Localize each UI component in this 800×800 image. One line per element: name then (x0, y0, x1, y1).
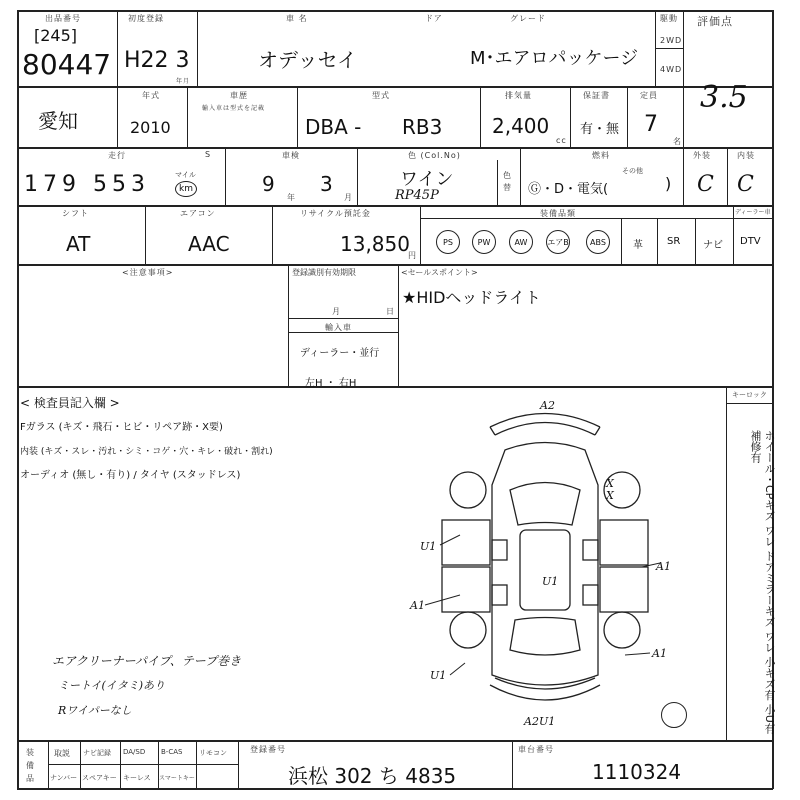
reg-expiry-label: 登録識別有効期限 (292, 268, 356, 277)
mark-a2u1-rear: A2U1 (524, 715, 556, 728)
drive-label: 駆動 (660, 14, 678, 23)
model-label: 型式 (372, 91, 390, 100)
mark-u1-rear-left: U1 (430, 669, 447, 682)
acc-navi-record: ナビ記録 (83, 749, 111, 757)
equip-dtv: DTV (740, 236, 761, 247)
inspector-audio: オーディオ (無し・有り) / タイヤ (スタッドレス) (20, 470, 241, 481)
displacement-label: 排気量 (505, 91, 532, 100)
keylock-circle (661, 702, 687, 728)
inspector-interior: 内装 (キズ・スレ・汚れ・シミ・コゲ・穴・キレ・破れ・割れ) (20, 447, 273, 457)
mileage-label: 走行 (108, 151, 126, 160)
mark-x-1: X (606, 477, 614, 490)
ac: AAC (188, 232, 230, 256)
warranty-label: 保証書 (583, 91, 610, 100)
first-registration: H22 3 (124, 48, 190, 73)
mileage-unit-km: km (175, 181, 197, 197)
seats: 7 (644, 112, 658, 137)
acc-bcas: B-CAS (161, 748, 183, 756)
plate-number: 浜松 302 ち 4835 (288, 764, 457, 788)
hand-drive: 左H ・ 右H (305, 378, 357, 389)
color: ワイン (400, 169, 454, 190)
region: 愛知 (38, 109, 78, 133)
equip-navi: ナビ (703, 240, 723, 251)
shift-label: シフト (62, 209, 89, 218)
dealer-parallel: ディーラー・並行 (300, 348, 380, 359)
equip-abs: ABS (586, 230, 610, 254)
mark-u1-center: U1 (542, 575, 559, 588)
fuel-close: ) (665, 174, 672, 193)
lot-number: 80447 (22, 48, 112, 81)
drive-2wd: 2WD (660, 36, 683, 45)
keylock-label: キーロック (732, 391, 767, 399)
drive-4wd: 4WD (660, 65, 683, 74)
first-registration-label: 初度登録 (128, 14, 164, 23)
import-label: 輸入車 (325, 323, 352, 332)
handwritten-note-2: ミートイ(イタミ)あり (58, 679, 166, 692)
color-code: RP45P (395, 188, 439, 203)
handwritten-note-3: Rワイパーなし (58, 704, 132, 717)
door-label: ドア (425, 14, 443, 23)
plate-label: 登録番号 (250, 745, 286, 754)
sales-point-label: <セールスポイント> (401, 268, 478, 277)
exterior-label: 外装 (693, 151, 711, 160)
score-label: 評価点 (697, 15, 733, 28)
inspection-label: 車検 (282, 151, 300, 160)
mark-a1-left: A1 (410, 599, 425, 612)
acc-remote: リモコン (199, 749, 227, 757)
lot-number-prefix: [245] (34, 26, 78, 45)
acc-da-sd: DA/SD (123, 748, 146, 756)
acc-smart-key: スマートキー (159, 775, 195, 782)
inspector-glass: Fガラス (キズ・飛石・ヒビ・リペア跡・X要) (20, 422, 223, 433)
car-name: オデッセイ (258, 48, 357, 72)
interior-label: 内装 (737, 151, 755, 160)
fuel-other: その他 (622, 167, 643, 175)
mileage-s-label: S (205, 150, 212, 159)
equip-ps: PS (436, 230, 460, 254)
mark-a1-rear-right: A1 (652, 647, 667, 660)
inspection-year: 9 (262, 172, 275, 196)
acc-keyless: キーレス (123, 774, 151, 782)
model-prefix: DBA - (305, 115, 362, 139)
dealer-label: ディーラー車 (735, 209, 771, 216)
interior-grade: C (737, 172, 754, 197)
equip-airbag: エアB (546, 230, 570, 254)
misc-notes-label: <注意事項> (122, 268, 174, 277)
ac-label: エアコン (180, 209, 216, 218)
car-name-label: 車 名 (286, 14, 308, 23)
acc-plate: ナンバー (50, 774, 78, 782)
recycle-unit: 円 (408, 251, 417, 260)
damage-legend: ホイール・CPキズ ワレ ドアミラーキズ ワレ 小キズ有 小U有 補修有 (749, 430, 776, 734)
chassis-label: 車台番号 (518, 745, 554, 754)
fuel: Ⓖ・D・電気( (528, 182, 609, 197)
handwritten-note-1: エアクリーナーパイプ、テープ巻き (52, 654, 242, 668)
color-change-label: 色替 (503, 171, 512, 192)
equip-pw: PW (472, 230, 496, 254)
equipment-label: 装備品類 (540, 209, 576, 218)
model-code: RB3 (402, 115, 443, 139)
warranty: 有・無 (580, 122, 620, 137)
mark-a2-top: A2 (540, 399, 555, 412)
mark-u1-left: U1 (420, 540, 437, 553)
mileage-unit-mile: マイル (175, 171, 196, 179)
color-label: 色 (Col.No) (408, 151, 461, 160)
recycle-fee: 13,850 (340, 232, 410, 256)
mileage: 179 553 (24, 172, 150, 197)
grade: M･エアロパッケージ (470, 48, 639, 69)
chassis-number: 1110324 (592, 760, 682, 784)
recycle-label: リサイクル預託金 (300, 209, 371, 218)
mark-x-2: X (606, 489, 614, 502)
sales-point: ★HIDヘッドライト (402, 288, 541, 307)
model-year: 2010 (130, 118, 171, 137)
displacement: 2,400 (492, 114, 550, 138)
inspector-title: < 検査員記入欄 > (20, 396, 120, 410)
displacement-unit: cc (556, 136, 567, 145)
inspection-month: 3 (320, 172, 333, 196)
reg-day: 日 (386, 307, 395, 316)
inspection-month-unit: 月 (344, 193, 353, 202)
grade-label: グレード (510, 14, 546, 23)
inspection-year-unit: 年 (287, 193, 296, 202)
car-damage-diagram (410, 395, 671, 735)
equip-sunroof: SR (667, 236, 681, 247)
lot-number-label: 出品番号 (45, 14, 81, 23)
exterior-grade: C (697, 172, 714, 197)
seats-unit: 名 (673, 137, 682, 146)
history-label: 車歴 (230, 91, 248, 100)
year-label: 年式 (142, 91, 160, 100)
seats-label: 定員 (640, 91, 658, 100)
shift: AT (66, 232, 91, 256)
equip-aw: AW (509, 230, 533, 254)
equip-leather: 革 (633, 240, 643, 251)
acc-spare-key: スペアキー (82, 774, 117, 782)
accessories-label: 装備品 (26, 748, 35, 783)
first-registration-unit: 年月 (176, 78, 191, 85)
history-note: 輸入車は型式を記載 (202, 105, 266, 112)
reg-month: 月 (332, 307, 341, 316)
acc-manual: 取説 (54, 749, 70, 758)
auction-score: 3.5 (700, 80, 748, 115)
fuel-label: 燃料 (592, 151, 610, 160)
mark-a1-right: A1 (656, 560, 671, 573)
